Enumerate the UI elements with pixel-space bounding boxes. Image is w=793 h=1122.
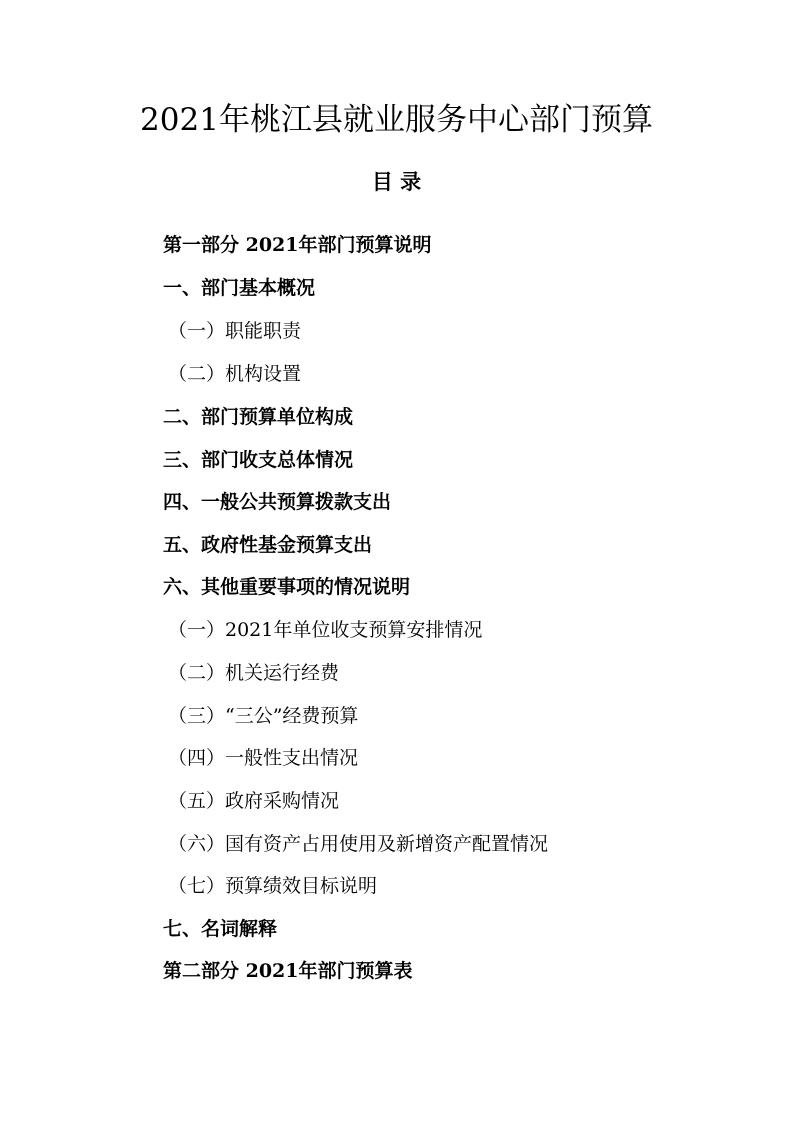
toc-item-section-6: 六、其他重要事项的情况说明 <box>163 576 411 598</box>
toc-heading: 目 录 <box>371 169 422 194</box>
toc-item-section-5: 五、政府性基金预算支出 <box>163 534 373 556</box>
toc-item-section-6-3: （三）“三公”经费预算 <box>168 705 359 727</box>
toc-item-section-2: 二、部门预算单位构成 <box>163 406 354 428</box>
toc-item-section-1-2: （二）机构设置 <box>168 363 302 385</box>
toc-item-section-7: 七、名词解释 <box>163 918 278 940</box>
toc-item-section-6-2: （二）机关运行经费 <box>168 662 340 684</box>
toc-item-section-1-1: （一）职能职责 <box>168 320 302 342</box>
toc-item-section-6-6: （六）国有资产占用使用及新增资产配置情况 <box>168 833 549 855</box>
toc-item-section-6-7: （七）预算绩效目标说明 <box>168 875 378 897</box>
toc-item-section-6-4: （四）一般性支出情况 <box>168 747 359 769</box>
toc-item-section-6-5: （五）政府采购情况 <box>168 790 340 812</box>
toc-item-part-one: 第一部分 2021年部门预算说明 <box>163 234 432 256</box>
document-title: 2021年桃江县就业服务中心部门预算 <box>140 102 653 138</box>
toc-item-section-3: 三、部门收支总体情况 <box>163 449 354 471</box>
toc-item-section-1: 一、部门基本概况 <box>163 277 316 299</box>
toc-item-part-two: 第二部分 2021年部门预算表 <box>163 960 413 982</box>
toc-item-section-4: 四、一般公共预算拨款支出 <box>163 491 392 513</box>
toc-item-section-6-1: （一）2021年单位收支预算安排情况 <box>168 619 483 641</box>
